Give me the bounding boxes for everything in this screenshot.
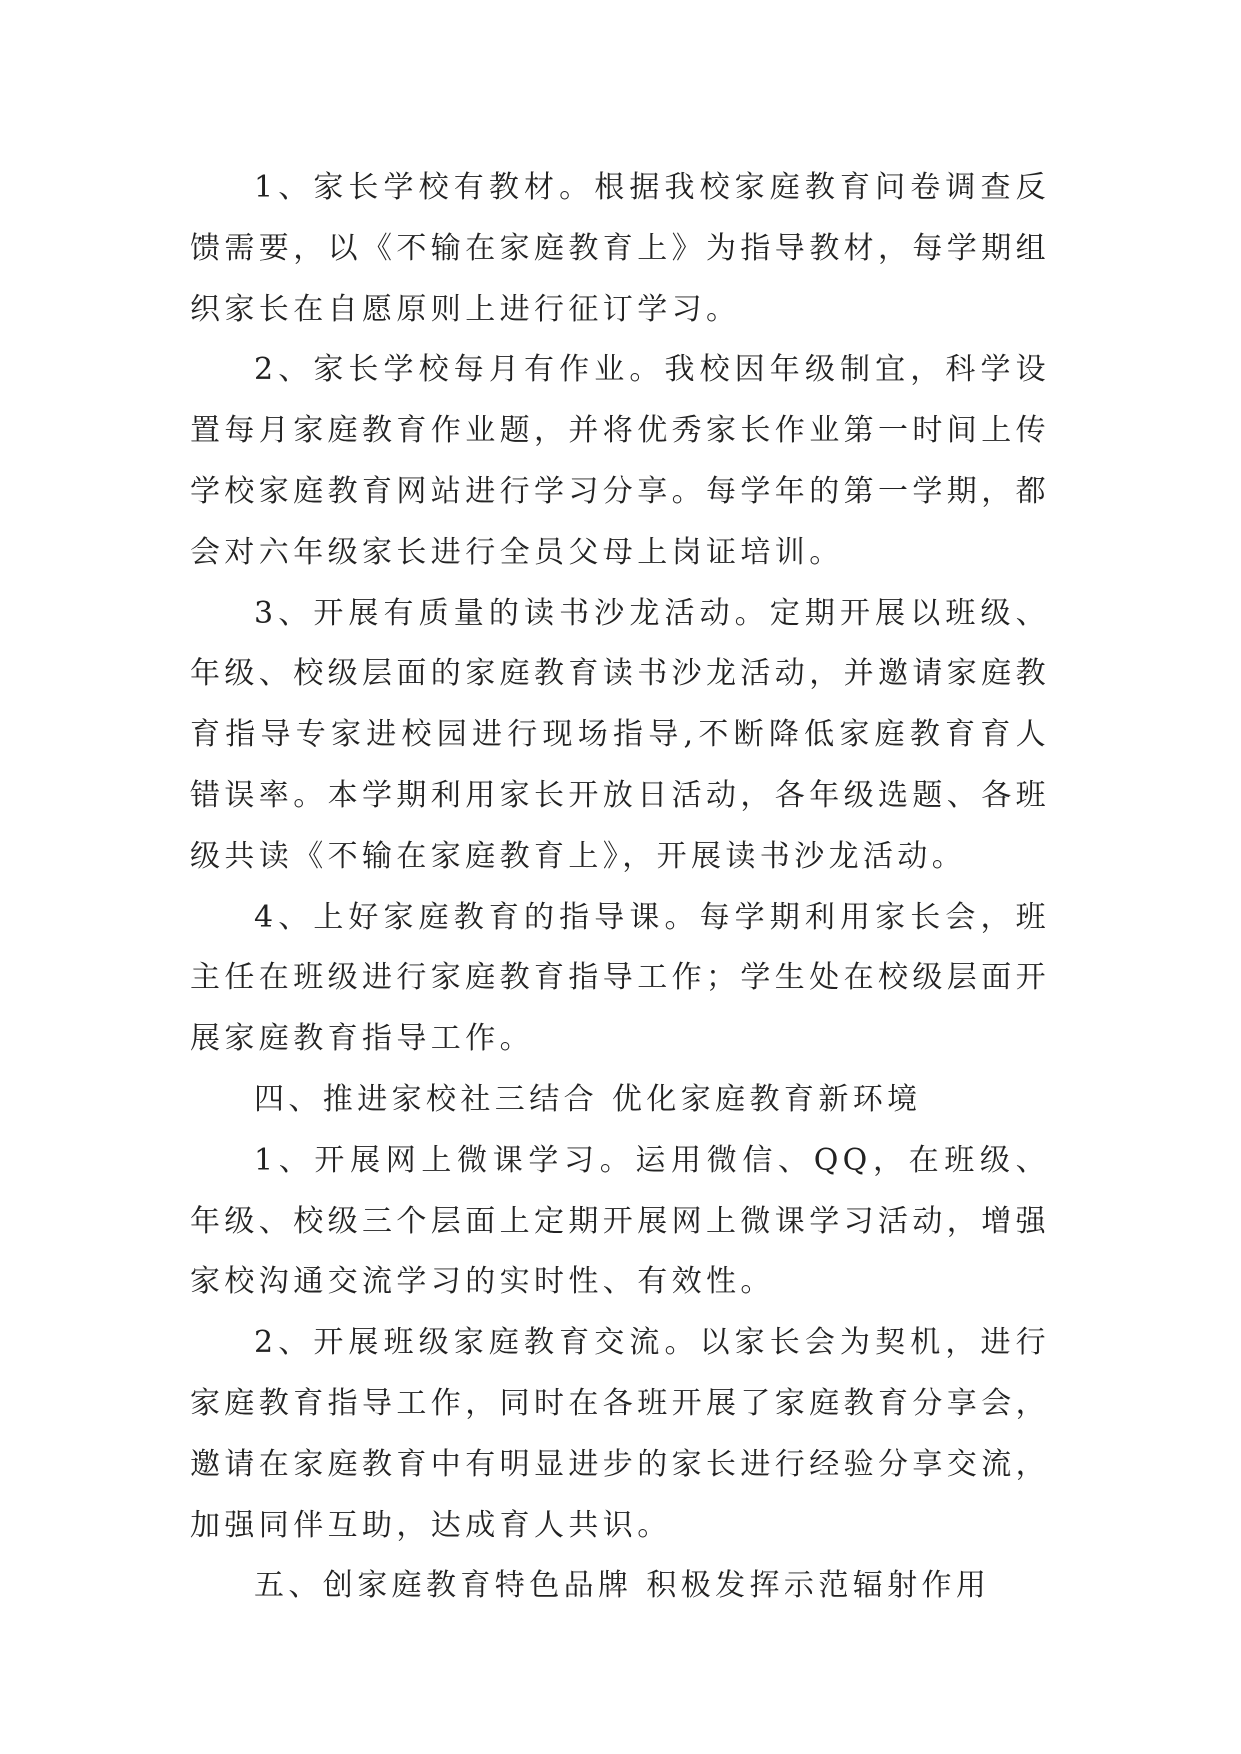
paragraph-reading-salon: 3、开展有质量的读书沙龙活动。定期开展以班级、年级、校级层面的家庭教育读书沙龙活动，并邀请家庭教育指导专家进校园进行现场指导,不断降低家庭教育育人错误率。本学期利用家长开放日活动，各年级选题、各班级共读《不输在家庭教育上》，开展读书沙龙活动。 xyxy=(190,595,1050,874)
section-heading-five: 五、创家庭教育特色品牌 积极发挥示范辐射作用 xyxy=(254,1568,991,1604)
paragraph-guidance-class: 4、上好家庭教育的指导课。每学期利用家长会，班主任在班级进行家庭教育指导工作；学生处在校级层面开展家庭教育指导工作。 xyxy=(190,899,1050,1057)
paragraph-textbook: 1、家长学校有教材。根据我校家庭教育问卷调查反馈需要，以《不输在家庭教育上》为指导教材，每学期组织家长在自愿原则上进行征订学习。 xyxy=(190,170,1050,327)
paragraph-homework: 2、家长学校每月有作业。我校因年级制宜，科学设置每月家庭教育作业题，并将优秀家长作业第一时间上传学校家庭教育网站进行学习分享。每学年的第一学期，都会对六年级家长进行全员父母上岗证培训。 xyxy=(190,352,1050,570)
paragraph-class-exchange: 2、开展班级家庭教育交流。以家长会为契机，进行家庭教育指导工作，同时在各班开展了家庭教育分享会，邀请在家庭教育中有明显进步的家长进行经验分享交流，加强同伴互助，达成育人共识。 xyxy=(190,1325,1050,1543)
document-body xyxy=(190,158,1050,1617)
section-heading-four: 四、推进家校社三结合 优化家庭教育新环境 xyxy=(254,1081,922,1117)
paragraph-online-microclass: 1、开展网上微课学习。运用微信、QQ，在班级、年级、校级三个层面上定期开展网上微课学习活动，增强家校沟通交流学习的实时性、有效性。 xyxy=(190,1142,1050,1300)
